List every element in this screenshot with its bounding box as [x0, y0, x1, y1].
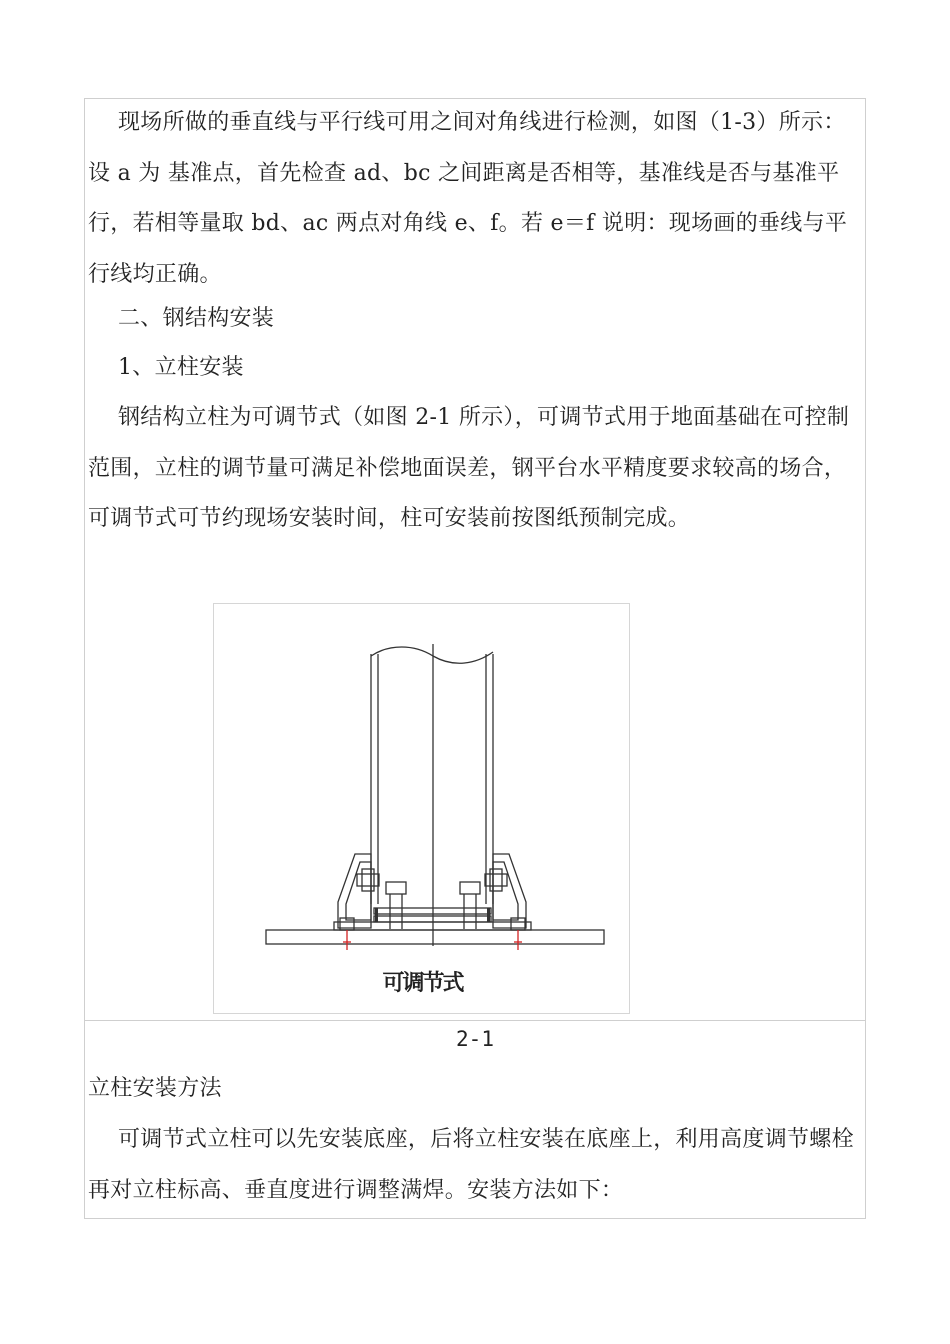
paragraph-diagonal-check: 现场所做的垂直线与平行线可用之间对角线进行检测，如图（1-3）所示：设 a 为 基准点，首先检查 ad、bc 之间距离是否相等，基准线是否与基准平行，若相等量取 bd、ac 两点对角线 e、f。若 e＝f 说明：现场画的垂线与平行线均正确。 — [88, 110, 848, 287]
subheading-install-method: 立柱安装方法 — [88, 1076, 222, 1101]
figure-caption: 2-1 — [456, 1027, 494, 1051]
paragraph-adjustable-column: 钢结构立柱为可调节式（如图 2-1 所示），可调节式用于地面基础在可控制范围，立柱的调节量可满足补偿地面误差，钢平台水平精度要求较高的场合，可调节式可节约现场安装时间，柱可安装前按图纸预制完成。 — [88, 405, 850, 531]
subsection-heading-column-install: 1、立柱安装 — [118, 355, 244, 380]
paragraph-install-steps: 可调节式立柱可以先安装底座，后将立柱安装在底座上，利用高度调节螺栓再对立柱标高、垂直度进行调整满焊。安装方法如下： — [88, 1127, 854, 1203]
figure-adjustable-column — [213, 603, 630, 1014]
column-base-drawing — [214, 604, 631, 1015]
section-heading-steel-structure: 二、钢结构安装 — [118, 306, 275, 331]
figure-label: 可调节式 — [382, 970, 463, 996]
